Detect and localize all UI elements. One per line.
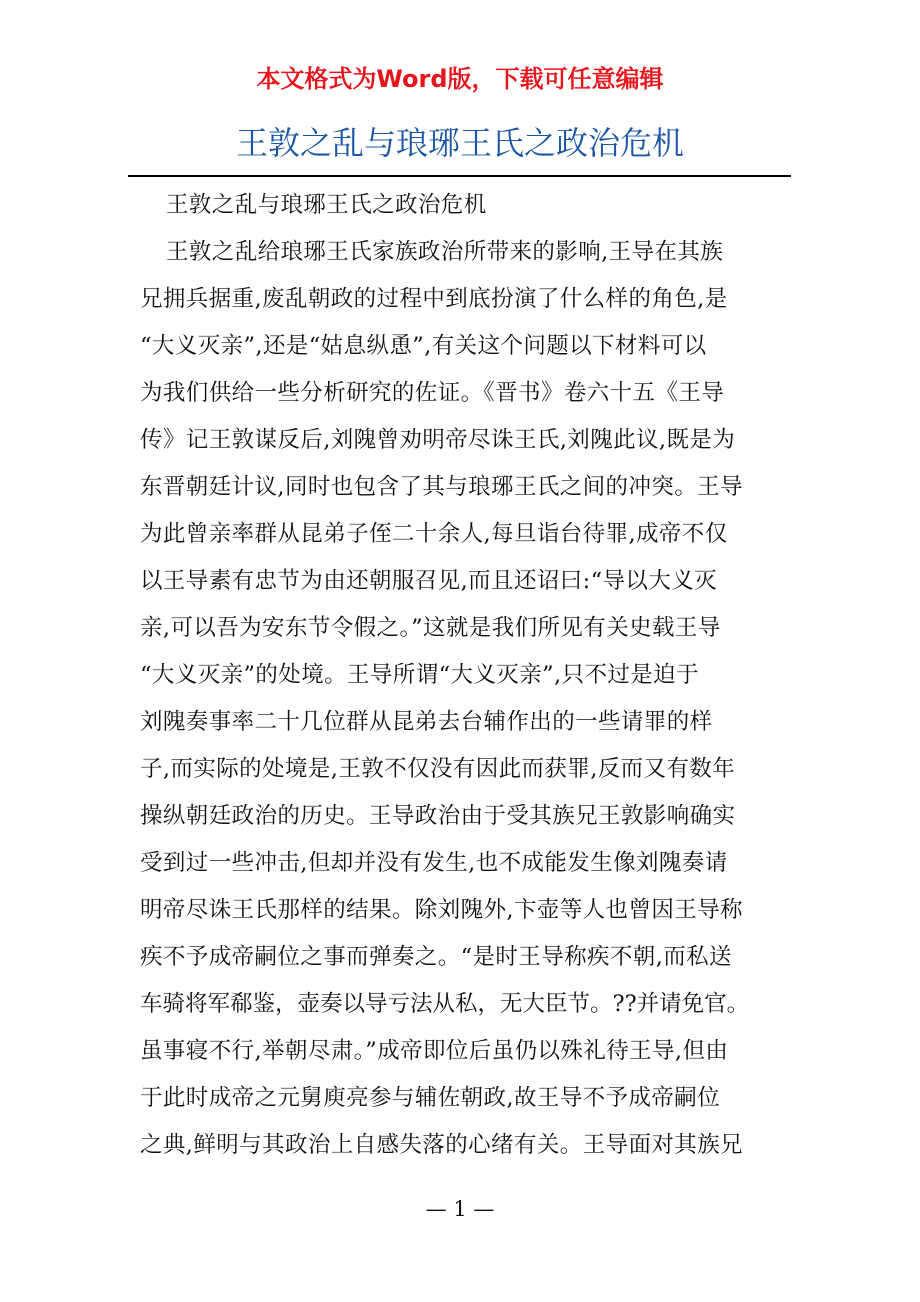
- article-heading-line: 王敦之乱与琅琊王氏之政治危机: [166, 192, 487, 218]
- article-body: [140, 182, 790, 1169]
- paragraph-line: 刘隗奏事率二十几位群从昆弟去台辅作出的一些请罪的样: [140, 709, 713, 735]
- paragraph-line: 明帝尽诛王氏那样的结果。除刘隗外,卞壶等人也曾因王导称: [140, 897, 743, 923]
- paragraph-line: 疾不予成帝嗣位之事而弹奏之。“是时王导称疾不朝,而私送: [140, 944, 732, 970]
- download-banner: 本文格式为Word版，下载可任意编辑: [256, 65, 664, 93]
- paragraph-line: 为我们供给一些分析研究的佐证。《晋书》卷六十五《王导: [140, 380, 725, 406]
- paragraph-line: 亲,可以吾为安东节令假之。”这就是我们所见有关史载王导: [140, 615, 721, 641]
- paragraph-line: 传》记王敦谋反后,刘隗曾劝明帝尽诛王氏,刘隗此议,既是为: [140, 427, 736, 453]
- paragraph-line: “大义灭亲”的处境。王导所谓“大义灭亲”,只不过是迫于: [140, 662, 699, 688]
- paragraph-line: 之典,鲜明与其政治上自感失落的心绪有关。王导面对其族兄: [140, 1132, 743, 1158]
- paragraph-line: 子,而实际的处境是,王敦不仅没有因此而获罪,反而又有数年: [140, 756, 736, 782]
- paragraph-line: 于此时成帝之元舅庾亮参与辅佐朝政,故王导不予成帝嗣位: [140, 1085, 721, 1111]
- paragraph-line: 车骑将军郗鉴，壶奏以导亏法从私，无大臣节。??并请免官。: [140, 991, 750, 1017]
- paragraph-line: 为此曾亲率群从昆弟子侄二十余人,每旦诣台待罪,成帝不仅: [140, 521, 728, 547]
- paragraph-line: 虽事寝不行,举朝尽肃。”成帝即位后虽仍以殊礼待王导,但由: [140, 1038, 729, 1064]
- paragraph-line: 以王导素有忠节为由还朝服召见,而且还诏曰:“导以大义灭: [140, 568, 718, 594]
- paragraph-line: 受到过一些冲击,但却并没有发生,也不成能发生像刘隗奏请: [140, 850, 728, 876]
- paragraph-line: 操纵朝廷政治的历史。王导政治由于受其族兄王敦影响确实: [140, 803, 736, 829]
- paragraph-line: 王敦之乱给琅琊王氏家族政治所带来的影响,王导在其族: [166, 239, 724, 265]
- document-title: 王敦之乱与琅琊王氏之政治危机: [235, 124, 684, 162]
- paragraph-line: “大义灭亲”,还是“姑息纵恿”,有关这个问题以下材料可以: [140, 333, 707, 359]
- paragraph-line: 兄拥兵据重,废乱朝政的过程中到底扮演了什么样的角色,是: [140, 286, 728, 312]
- page-number: — 1 —: [425, 1197, 495, 1221]
- paragraph-line: 东晋朝廷计议,同时也包含了其与琅琊王氏之间的冲突。王导: [140, 474, 743, 500]
- header-divider: [128, 175, 791, 177]
